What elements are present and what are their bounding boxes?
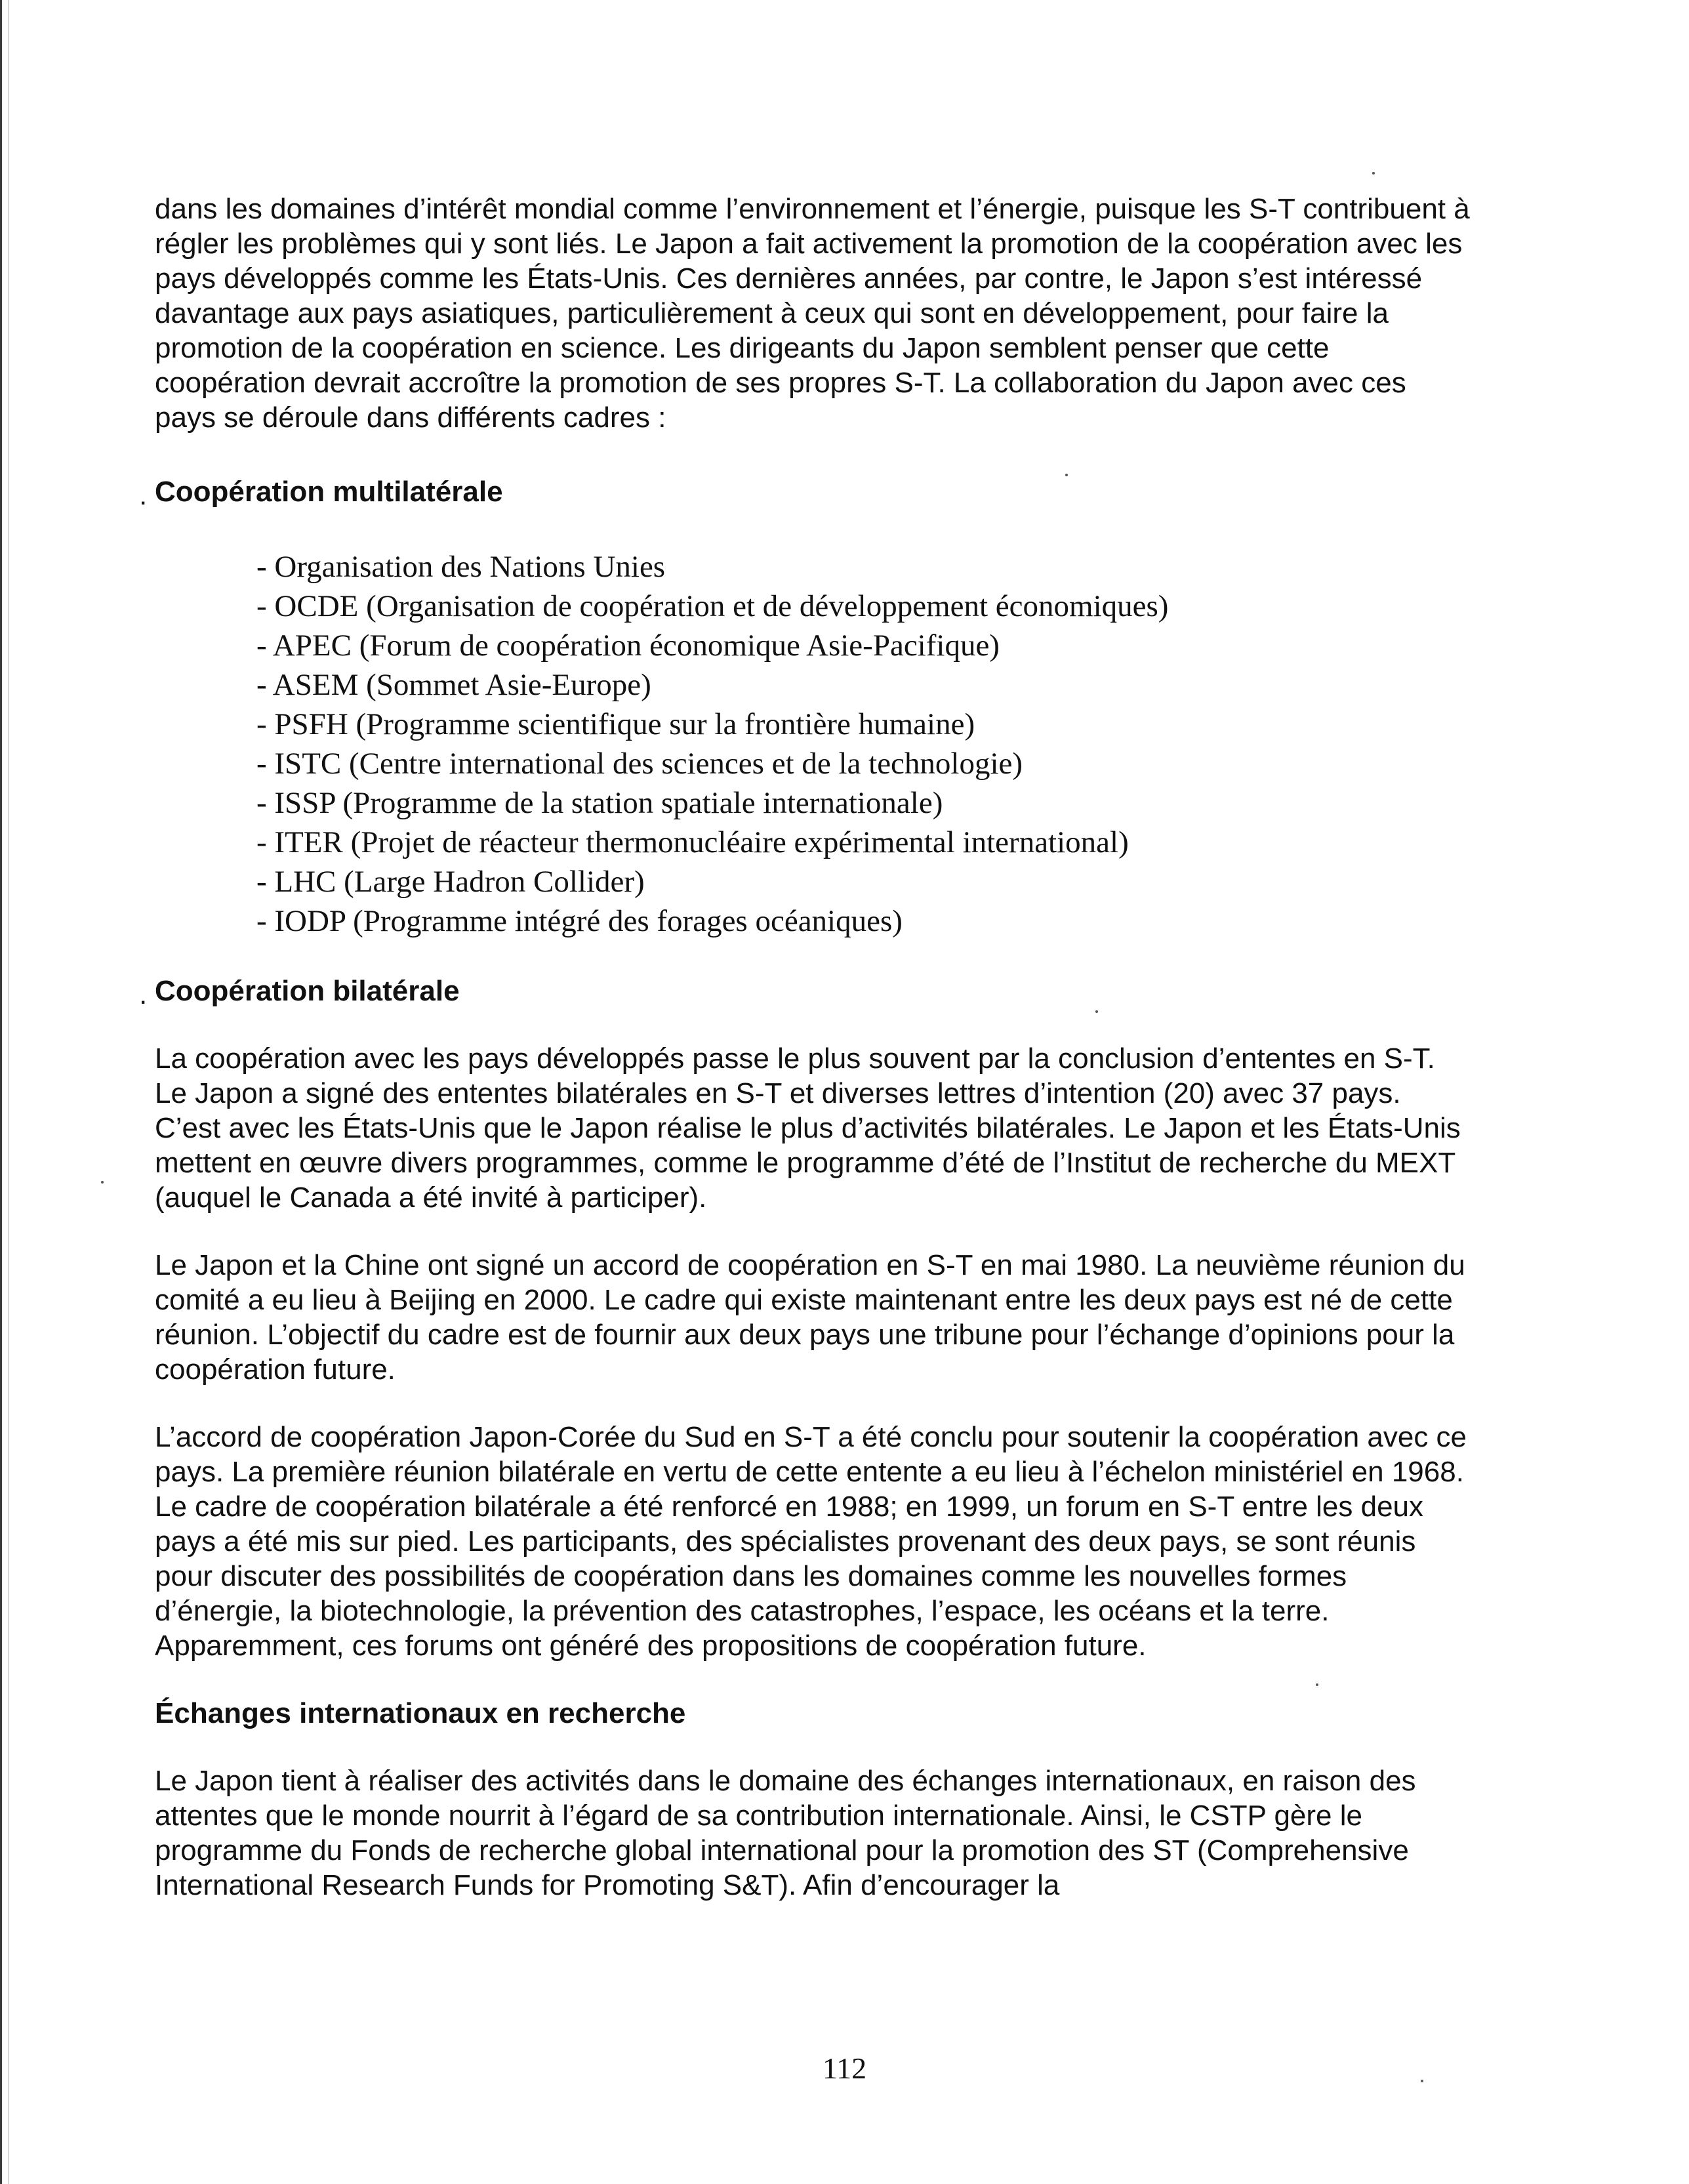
list-item: - OCDE (Organisation de coopération et de développement économiques): [256, 589, 1169, 623]
intro-paragraph: dans les domaines d’intérêt mondial comme l’environnement et l’énergie, puisque les S-T contribuent à régler les problèmes qui y sont liés. Le Japon a fait activement la promotion de la coopération avec les pays développés comme les États-Unis. Ces dernières années, par contre, le Japon s’est intéressé davantage aux pays asiatiques, particulièrement à ceux qui sont en développement, pour faire la promotion de la coopération en science. Les dirigeants du Japon semblent penser que cette coopération devrait accroître la promotion de ses propres S-T. La collaboration du Japon avec ces pays se déroule dans différents cadres :: [155, 193, 1470, 434]
bilateral-paragraph: La coopération avec les pays développés passe le plus souvent par la conclusion d’ententes en S-T. Le Japon a signé des ententes bilatérales en S-T et diverses lettres d’intention (20) avec 37 pays. C’est avec les États-Unis que le Japon réalise le plus d’activités bilatérales. Le Japon et les États-Unis mettent en œuvre divers programmes, comme le programme d’été de l’Institut de recherche du MEXT (auquel le Canada a été invité à participer).: [155, 1042, 1461, 1214]
list-item: - ISTC (Centre international des sciences et de la technologie): [256, 747, 1023, 781]
list-item: - LHC (Large Hadron Collider): [256, 865, 645, 899]
scan-edge-line: [8, 0, 9, 2184]
exchanges-paragraph: Le Japon tient à réaliser des activités dans le domaine des échanges internationaux, en raison des attentes que le monde nourrit à l’égard de sa contribution internationale. Ainsi, le CSTP gère le programme du Fonds de recherche global international pour la promotion des ST (Comprehensive International Research Funds for Promoting S&T). Afin d’encourager la: [155, 1765, 1416, 1901]
bilateral-paragraph: Le Japon et la Chine ont signé un accord de coopération en S-T en mai 1980. La neuvième réunion du comité a eu lieu à Beijing en 2000. Le cadre qui existe maintenant entre les deux pays est né de cette réunion. L’objectif du cadre est de fournir aux deux pays une tribune pour l’échange d’opinions pour la coopération future.: [155, 1249, 1465, 1386]
scan-speck: [1372, 172, 1375, 175]
section-heading-exchanges: Échanges internationaux en recherche: [155, 1697, 686, 1729]
page-number: 112: [822, 2051, 867, 2085]
multilateral-list: [155, 547, 1473, 941]
list-item: - Organisation des Nations Unies: [256, 550, 666, 584]
bullet-dot: .: [140, 987, 146, 1008]
list-item: - PSFH (Programme scientifique sur la frontière humaine): [256, 707, 975, 741]
bullet-dot: .: [140, 487, 146, 509]
scan-speck: [101, 1181, 104, 1184]
list-item: - ITER (Projet de réacteur thermonucléaire expérimental international): [256, 825, 1129, 859]
list-item: - ISSP (Programme de la station spatiale internationale): [256, 786, 943, 820]
bilateral-heading-text: Coopération bilatérale: [155, 975, 460, 1007]
section-heading-multilateral: [140, 474, 1473, 509]
section-heading-bilateral: [140, 974, 1473, 1008]
list-item: - IODP (Programme intégré des forages océaniques): [256, 904, 903, 938]
list-item: - APEC (Forum de coopération économique Asie-Pacifique): [256, 628, 1000, 663]
document-page: [140, 192, 1473, 1903]
multilateral-heading-text: Coopération multilatérale: [155, 476, 503, 508]
bilateral-paragraph: L’accord de coopération Japon-Corée du Sud en S-T a été conclu pour soutenir la coopération avec ce pays. La première réunion bilatérale en vertu de cette entente a eu lieu à l’échelon ministériel en 1968. Le cadre de coopération bilatérale a été renforcé en 1988; en 1999, un forum en S-T entre les deux pays a été mis sur pied. Les participants, des spécialistes provenant des deux pays, se sont réunis pour discuter des possibilités de coopération dans les domaines comme les nouvelles formes d’énergie, la biotechnologie, la prévention des catastrophes, l’espace, les océans et la terre. Apparemment, ces forums ont généré des propositions de coopération future.: [155, 1421, 1467, 1662]
scan-edge: [0, 0, 2, 2184]
list-item: - ASEM (Sommet Asie-Europe): [256, 668, 651, 702]
